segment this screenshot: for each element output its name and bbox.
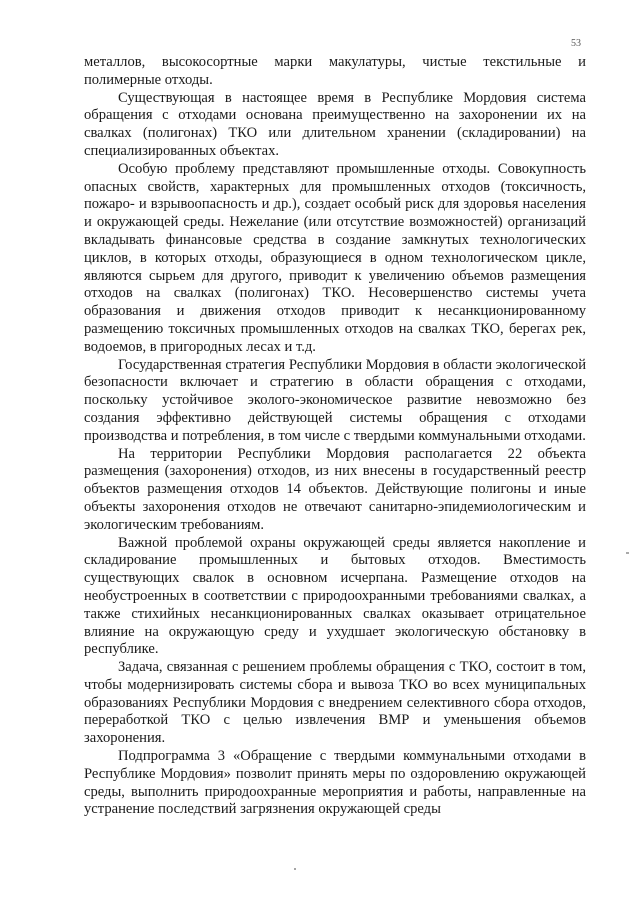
paragraph-2: Существующая в настоящее время в Республике Мордовия система обращения с отходами основана преимущественно на захоронении их на свалках (полигонах) ТКО или длительном хранении (складировании) на специализированных объектах.: [84, 89, 586, 159]
paragraph-8: Подпрограмма 3 «Обращение с твердыми коммунальными отходами в Республике Мордовия» позволит принять меры по оздоровлению окружающей среды, выполнить природоохранные мероприятия и работы, направленные на устранение последствий загрязнения окружающей среды: [84, 748, 586, 818]
page-body: [84, 54, 586, 819]
scan-speck: [294, 868, 296, 870]
page-number: 53: [571, 38, 581, 49]
scan-edge-mark: [626, 552, 629, 554]
paragraph-4: Государственная стратегия Республики Мордовия в области экологической безопасности включает и стратегию в области обращения с отходами, поскольку устойчивое эколого-экономическое развитие невозможно без создания эффективно действующей системы обращения с отходами производства и потребления, в том числе с твердыми коммунальными отходами.: [84, 356, 586, 444]
paragraph-7: Задача, связанная с решением проблемы обращения с ТКО, состоит в том, чтобы модернизировать системы сбора и вывоза ТКО во всех муниципальных образованиях Республики Мордовия с внедрением селективного сбора отходов, переработкой ТКО с целью извлечения ВМР и уменьшения объемов захоронения.: [84, 659, 586, 747]
paragraph-6: Важной проблемой охраны окружающей среды является накопление и складирование промышленных и бытовых отходов. Вместимость существующих свалок в основном исчерпана. Размещение отходов на необустроенных в соответствии с природоохранными требованиями свалках, а также стихийных несанкционированных свалках оказывает отрицательное влияние на окружающую среду и ухудшает экологическую обстановку в республике.: [84, 534, 586, 658]
paragraph-1-continuation: металлов, высокосортные марки макулатуры, чистые текстильные и полимерные отходы.: [84, 54, 586, 88]
paragraph-3: Особую проблему представляют промышленные отходы. Совокупность опасных свойств, характерных для промышленных отходов (токсичность, пожаро- и взрывоопасность и др.), создает особый риск для здоровья населения и окружающей среды. Нежелание (или отсутствие возможностей) организаций вкладывать финансовые средства в создание замкнутых технологических циклов, в которых отходы, образующиеся в одном технологическом цикле, являются сырьем для другого, приводит к увеличению объемов размещения отходов на свалках (полигонах) ТКО. Несовершенство системы учета образования и движения отходов приводит к несанкционированному размещению токсичных промышленных отходов на свалках ТКО, берегах рек, водоемов, в пригородных лесах и т.д.: [84, 160, 586, 355]
paragraph-5: На территории Республики Мордовия располагается 22 объекта размещения (захоронения) отходов, из них внесены в государственный реестр объектов размещения отходов 14 объектов. Действующие полигоны и иные объекты захоронения отходов не отвечают санитарно-эпидемиологическим и экологическим требованиям.: [84, 445, 586, 533]
